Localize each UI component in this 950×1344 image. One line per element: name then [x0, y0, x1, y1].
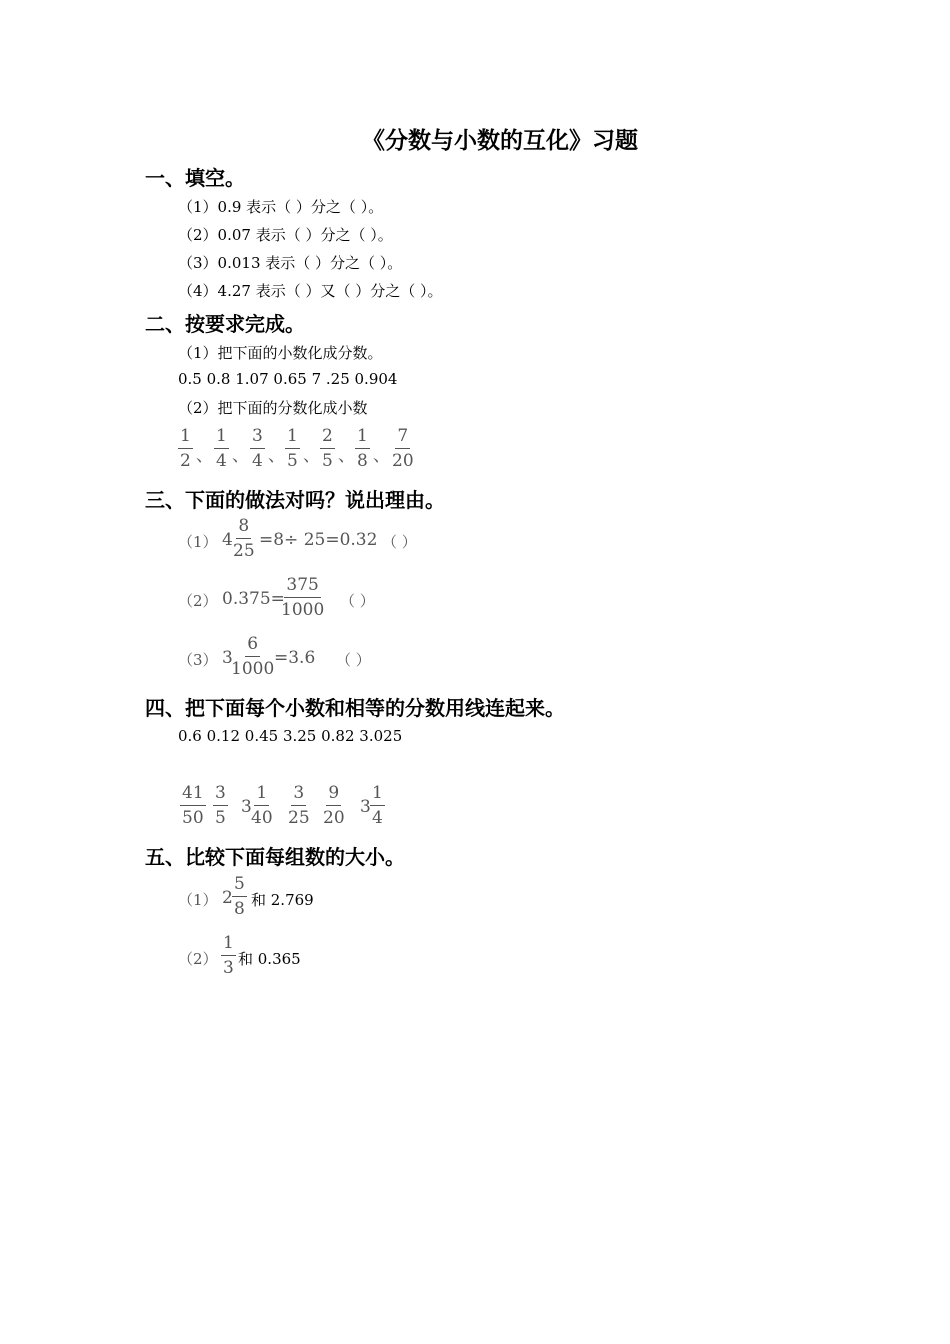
separator: 、 — [338, 446, 355, 466]
s5-q2-label: （2） — [178, 950, 218, 968]
s2-decimals: 0.5 0.8 1.07 0.65 7 .25 0.904 — [178, 370, 398, 388]
s1-item-1: （1）0.9 表示（ ）分之（ ）。 — [178, 198, 384, 216]
fraction-7-20: $\frac{7}{20}$ — [392, 426, 414, 471]
s4-whole-3: 3 — [241, 797, 252, 817]
s1-item-4: （4）4.27 表示（ ）又（ ）分之（ ）。 — [178, 282, 443, 300]
s4-fraction-41-50: $\frac{41}{50}$ — [182, 783, 204, 828]
s3-q1-whole: 4 — [222, 530, 233, 550]
fraction-2-5: $\frac{2}{5}$ — [322, 426, 333, 471]
s3-q3-answer-paren: （ ） — [336, 651, 371, 669]
s5-q1-label: （1） — [178, 891, 218, 909]
s3-q1-answer-paren: （ ） — [382, 533, 417, 551]
s4-fraction-9-20: $\frac{9}{20}$ — [323, 783, 345, 828]
s5-q2-rest: 和 0.365 — [238, 950, 301, 968]
separator: 、 — [268, 446, 285, 466]
s5-q1-rest: 和 2.769 — [251, 891, 314, 909]
fraction-1-2: $\frac{1}{2}$ — [180, 426, 191, 471]
s3-q2-fraction: $\frac{375}{1000}$ — [281, 575, 325, 620]
s3-q3-whole: 3 — [222, 648, 233, 668]
fraction-1-4: $\frac{1}{4}$ — [216, 426, 227, 471]
s4-fraction-3-1-40: $\frac{1}{40}$ — [251, 783, 273, 828]
s2-instruction-2: （2）把下面的分数化成小数 — [178, 399, 368, 417]
separator: 、 — [303, 446, 320, 466]
fraction-1-5: $\frac{1}{5}$ — [287, 426, 298, 471]
s3-q3-fraction: $\frac{6}{1000}$ — [231, 634, 275, 679]
s5-q1-fraction: $\frac{5}{8}$ — [234, 874, 245, 919]
s3-q1-rest: =8÷ 25=0.32 — [259, 530, 378, 550]
s3-q3-rest: =3.6 — [274, 648, 316, 668]
s3-q2-answer-paren: （ ） — [340, 592, 375, 610]
s4-whole-3b: 3 — [360, 797, 371, 817]
section-3-heading: 三、下面的做法对吗？说出理由。 — [145, 488, 445, 512]
fraction-1-8: $\frac{1}{8}$ — [357, 426, 368, 471]
section-5-heading: 五、比较下面每组数的大小。 — [145, 845, 405, 869]
s2-instruction-1: （1）把下面的小数化成分数。 — [178, 344, 383, 362]
page-title: 《分数与小数的互化》习题 — [362, 128, 638, 154]
separator: 、 — [373, 446, 390, 466]
s1-item-3: （3）0.013 表示（ ）分之（ ）。 — [178, 254, 403, 272]
s3-q2-label: （2） — [178, 592, 218, 610]
section-2-heading: 二、按要求完成。 — [145, 312, 305, 336]
s4-decimals: 0.6 0.12 0.45 3.25 0.82 3.025 — [178, 727, 403, 745]
s4-fraction-3-25: $\frac{3}{25}$ — [288, 783, 310, 828]
s3-q1-label: （1） — [178, 533, 218, 551]
s5-q1-whole: 2 — [222, 888, 233, 908]
section-1-heading: 一、填空。 — [145, 166, 245, 190]
fraction-3-4: $\frac{3}{4}$ — [252, 426, 263, 471]
s4-fraction-3-5: $\frac{3}{5}$ — [215, 783, 226, 828]
s3-q1-fraction: $\frac{8}{25}$ — [233, 516, 255, 561]
separator: 、 — [232, 446, 249, 466]
s3-q2-lhs: 0.375= — [222, 589, 285, 609]
s1-item-2: （2）0.07 表示（ ）分之（ ）。 — [178, 226, 393, 244]
s4-fraction-3-1-4: $\frac{1}{4}$ — [372, 783, 383, 828]
s5-q2-fraction: $\frac{1}{3}$ — [223, 933, 234, 978]
section-4-heading: 四、把下面每个小数和相等的分数用线连起来。 — [145, 696, 565, 720]
s3-q3-label: （3） — [178, 651, 218, 669]
separator: 、 — [196, 446, 213, 466]
